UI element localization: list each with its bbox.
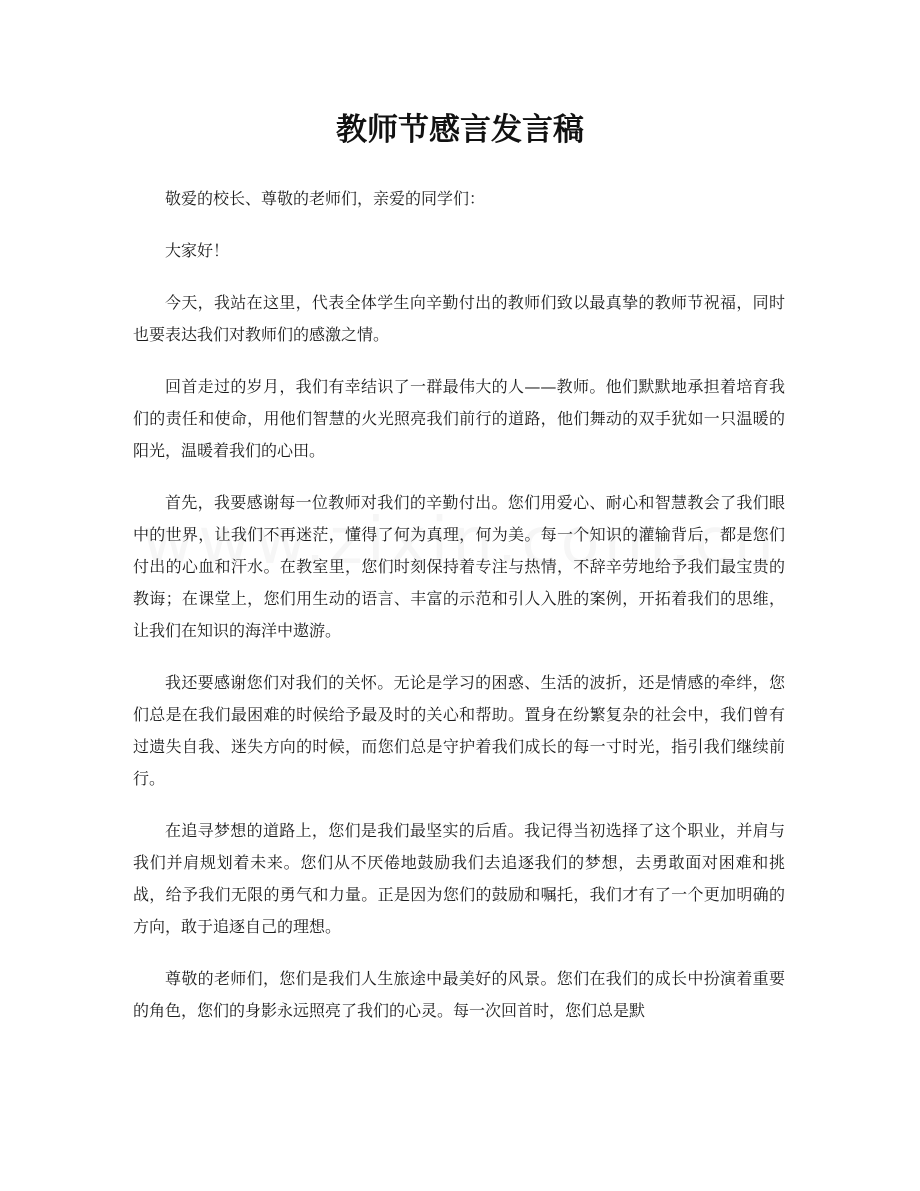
- document-title: 教师节感言发言稿: [336, 112, 584, 148]
- greeting-paragraph: 大家好！: [165, 241, 230, 260]
- document-body: [133, 183, 785, 1047]
- body-paragraph: 今天，我站在这里，代表全体学生向辛勤付出的教师们致以最真挚的教师节祝福，同时也要表达我们对教师们的感激之情。: [133, 293, 785, 344]
- body-paragraph: 在追寻梦想的道路上，您们是我们最坚实的后盾。我记得当初选择了这个职业，并肩与我们并肩规划着未来。您们从不厌倦地鼓励我们去追逐我们的梦想，去勇敢面对困难和挑战，给予我们无限的勇气和力量。正是因为您们的鼓励和嘱托，我们才有了一个更加明确的方向，敢于追逐自己的理想。: [133, 821, 785, 936]
- salutation-paragraph: 敬爱的校长、尊敬的老师们，亲爱的同学们：: [165, 189, 486, 208]
- body-paragraph: 尊敬的老师们，您们是我们人生旅途中最美好的风景。您们在我们的成长中扮演着重要的角色，您们的身影永远照亮了我们的心灵。每一次回首时，您们总是默: [133, 969, 785, 1020]
- body-paragraph: 回首走过的岁月，我们有幸结识了一群最伟大的人——教师。他们默默地承担着培育我们的责任和使命，用他们智慧的火光照亮我们前行的道路，他们舞动的双手犹如一只温暖的阳光，温暖着我们的心田。: [133, 377, 785, 460]
- body-paragraph: 首先，我要感谢每一位教师对我们的辛勤付出。您们用爱心、耐心和智慧教会了我们眼中的世界，让我们不再迷茫，懂得了何为真理，何为美。每一个知识的灌输背后，都是您们付出的心血和汗水。在教室里，您们时刻保持着专注与热情，不辞辛劳地给予我们最宝贵的教诲；在课堂上，您们用生动的语言、丰富的示范和引人入胜的案例，开拓着我们的思维，让我们在知识的海洋中遨游。: [133, 493, 785, 640]
- body-paragraph: 我还要感谢您们对我们的关怀。无论是学习的困惑、生活的波折，还是情感的牵绊，您们总是在我们最困难的时候给予最及时的关心和帮助。置身在纷繁复杂的社会中，我们曾有过遗失自我、迷失方向的时候，而您们总是守护着我们成长的每一寸时光，指引我们继续前行。: [133, 673, 785, 788]
